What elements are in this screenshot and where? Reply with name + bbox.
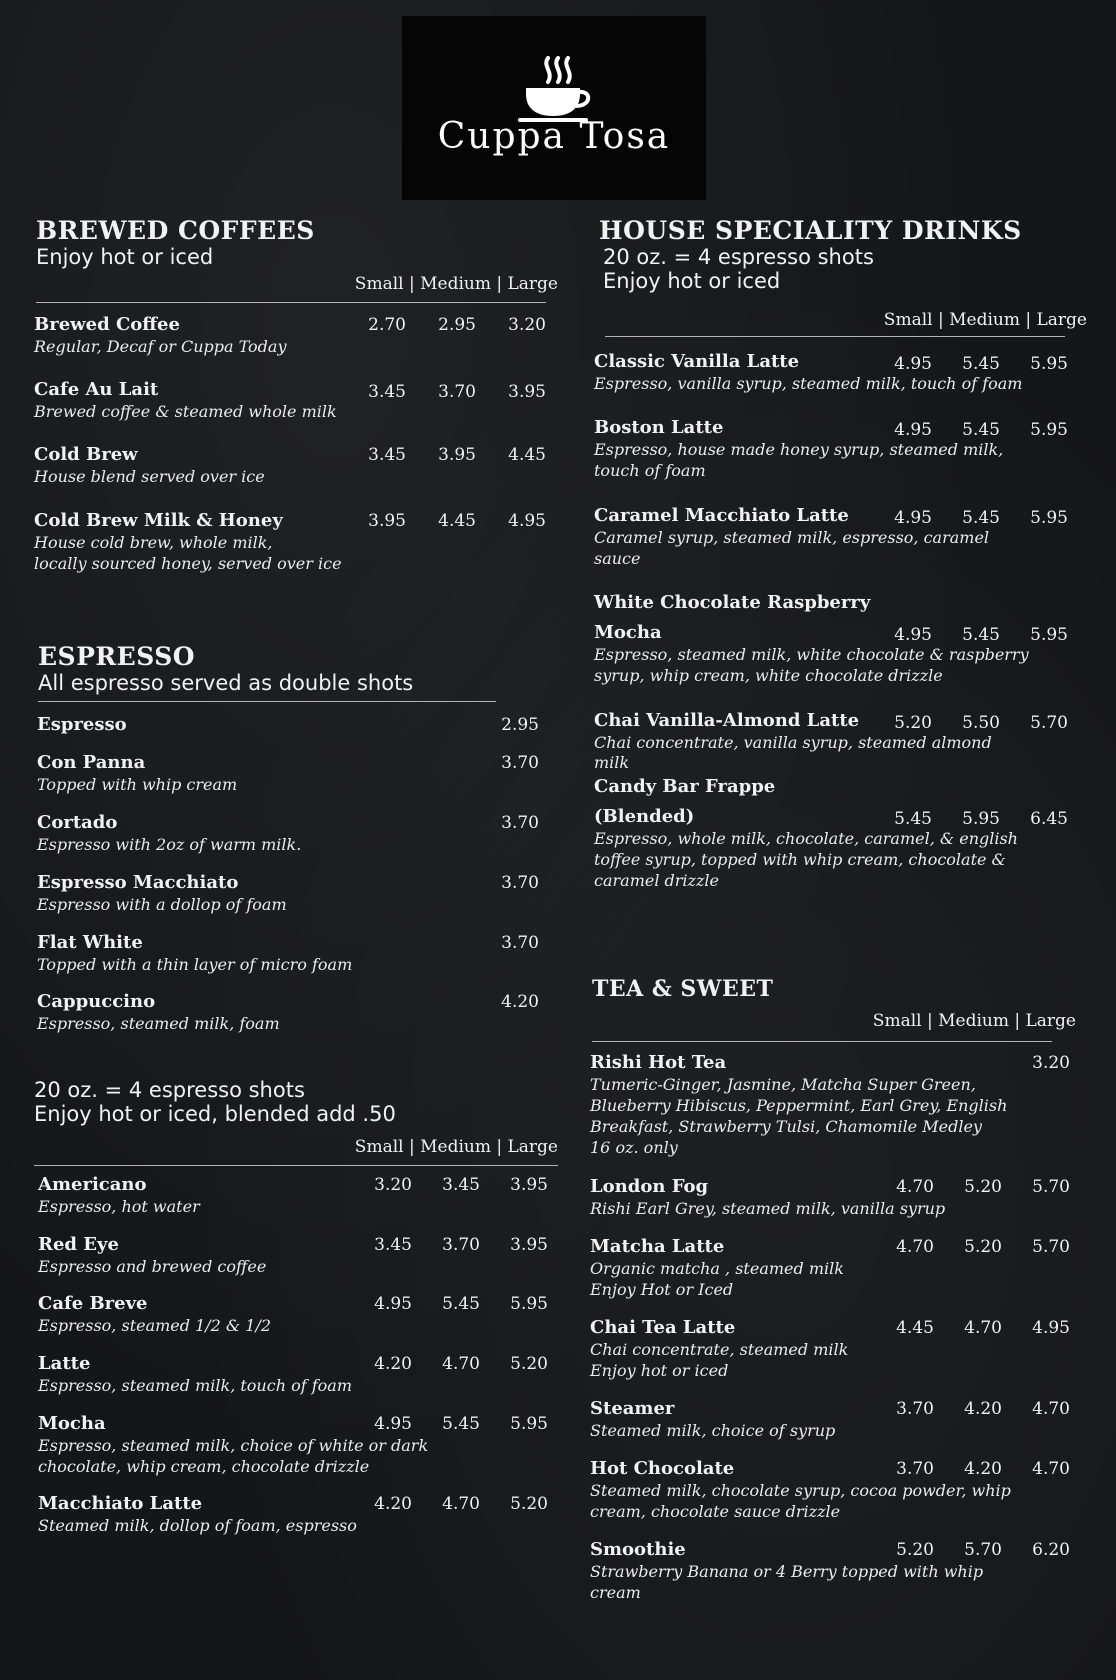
item-name: Espresso Macchiato xyxy=(37,872,239,893)
item-desc: Topped with a thin layer of micro foam xyxy=(37,955,353,974)
item-desc-line4: 16 oz. only xyxy=(590,1138,678,1157)
price-small: 4.45 xyxy=(896,1318,934,1338)
price-small: 5.20 xyxy=(896,1540,934,1560)
price-large: 5.20 xyxy=(510,1354,548,1374)
item-price xyxy=(501,812,539,834)
item-desc-line2: toffee syrup, topped with whip cream, chocolate & xyxy=(594,850,1006,869)
price-single: 3.70 xyxy=(501,873,539,893)
espresso-section xyxy=(38,642,498,702)
price-medium: 3.70 xyxy=(438,382,476,402)
item-name: Brewed Coffee xyxy=(34,314,180,335)
item-prices xyxy=(868,712,1068,734)
menu-item xyxy=(590,1052,1070,1176)
item-prices xyxy=(868,624,1068,646)
price-large: 3.95 xyxy=(510,1175,548,1195)
house-list xyxy=(594,351,1068,891)
menu-item xyxy=(34,510,546,574)
price-single: 3.70 xyxy=(501,933,539,953)
menu-item xyxy=(594,776,1068,891)
house-section xyxy=(599,216,1089,337)
brand-name: Cuppa Tosa xyxy=(437,116,671,157)
menu-item xyxy=(38,1413,548,1493)
item-desc: Espresso, steamed milk, choice of white or dark xyxy=(38,1436,429,1455)
price-medium: 5.45 xyxy=(962,354,1000,374)
menu-item xyxy=(38,1293,548,1353)
item-desc: Espresso and brewed coffee xyxy=(38,1257,267,1276)
price-medium: 4.70 xyxy=(964,1318,1002,1338)
item-desc-line2: sauce xyxy=(594,549,641,568)
price-large: 5.95 xyxy=(510,1414,548,1434)
price-small: 5.20 xyxy=(894,713,932,733)
price-small: 5.45 xyxy=(894,809,932,829)
price-large: 3.95 xyxy=(508,382,546,402)
item-name: Latte xyxy=(38,1353,91,1374)
item-desc: Espresso, steamed milk, white chocolate & raspberry xyxy=(594,645,1029,664)
menu-item xyxy=(590,1458,1070,1539)
item-name: Hot Chocolate xyxy=(590,1458,735,1479)
price-large: 4.45 xyxy=(508,445,546,465)
item-prices xyxy=(344,1353,548,1375)
menu-item xyxy=(34,379,546,444)
price-medium: 5.70 xyxy=(964,1540,1002,1560)
price-large: 5.95 xyxy=(1030,420,1068,440)
price-large: 5.95 xyxy=(1030,508,1068,528)
item-name: Classic Vanilla Latte xyxy=(594,351,800,372)
item-name: Con Panna xyxy=(37,752,146,773)
item-name: Flat White xyxy=(37,932,143,953)
price-large: 4.70 xyxy=(1032,1459,1070,1479)
price-single: 3.70 xyxy=(501,753,539,773)
item-name: White Chocolate Raspberry xyxy=(594,592,871,613)
item-desc-line2: Enjoy Hot or Iced xyxy=(590,1280,734,1299)
item-desc-line2: syrup, whip cream, white chocolate drizzle xyxy=(594,666,943,685)
item-name: Smoothie xyxy=(590,1539,686,1560)
espresso-drinks-size-header: Small | Medium | Large xyxy=(354,1137,558,1157)
item-name-line2: (Blended) xyxy=(594,806,695,827)
price-large: 5.70 xyxy=(1032,1237,1070,1257)
item-name: Espresso xyxy=(37,714,127,735)
house-divider xyxy=(605,336,1065,337)
item-desc: Espresso, hot water xyxy=(38,1197,200,1216)
item-prices xyxy=(868,808,1068,830)
price-medium: 5.50 xyxy=(962,713,1000,733)
item-desc-line3: caramel drizzle xyxy=(594,871,719,890)
item-desc-line2: cream xyxy=(590,1583,641,1602)
item-price xyxy=(501,991,539,1013)
item-desc: Espresso, vanilla syrup, steamed milk, touch of foam xyxy=(594,374,1023,393)
price-small: 4.95 xyxy=(894,354,932,374)
menu-item xyxy=(594,505,1068,592)
price-medium: 5.20 xyxy=(964,1237,1002,1257)
tea-title: TEA & SWEET xyxy=(592,976,774,1002)
item-name: Cold Brew xyxy=(34,444,138,465)
price-large: 5.95 xyxy=(1030,354,1068,374)
menu-item xyxy=(38,1174,548,1234)
menu-item xyxy=(590,1539,1070,1603)
price-small: 4.20 xyxy=(374,1354,412,1374)
menu-item xyxy=(37,714,539,752)
price-large: 4.95 xyxy=(508,511,546,531)
item-prices xyxy=(870,1458,1070,1480)
menu-item xyxy=(38,1353,548,1413)
item-prices xyxy=(868,507,1068,529)
item-prices xyxy=(870,1317,1070,1339)
price-large: 5.95 xyxy=(510,1294,548,1314)
price-large: 5.20 xyxy=(510,1494,548,1514)
price-small: 4.95 xyxy=(894,625,932,645)
menu-item xyxy=(34,444,546,510)
item-desc: Espresso, steamed milk, foam xyxy=(37,1014,280,1033)
brewed-size-header: Small | Medium | Large xyxy=(354,274,558,294)
item-name: Matcha Latte xyxy=(590,1236,725,1257)
item-name: Cold Brew Milk & Honey xyxy=(34,510,283,531)
item-prices xyxy=(868,419,1068,441)
item-name: Cappuccino xyxy=(37,991,156,1012)
item-desc: Caramel syrup, steamed milk, espresso, caramel xyxy=(594,528,990,547)
espresso-drinks-divider xyxy=(34,1165,558,1166)
price-single: 3.20 xyxy=(1032,1053,1070,1073)
item-prices xyxy=(336,381,546,403)
price-medium: 5.20 xyxy=(964,1177,1002,1197)
price-medium: 4.70 xyxy=(442,1494,480,1514)
menu-item xyxy=(594,592,1068,710)
item-name: Cafe Au Lait xyxy=(34,379,159,400)
brewed-divider xyxy=(36,302,546,303)
menu-item xyxy=(34,314,546,379)
price-small: 4.70 xyxy=(896,1177,934,1197)
item-desc: Espresso with a dollop of foam xyxy=(37,895,287,914)
menu-item xyxy=(594,710,1068,776)
brewed-list xyxy=(34,314,546,574)
item-desc-line2: Enjoy hot or iced xyxy=(590,1361,729,1380)
item-desc: Organic matcha , steamed milk xyxy=(590,1259,844,1278)
item-price xyxy=(1006,1052,1070,1074)
price-medium: 5.45 xyxy=(442,1414,480,1434)
price-single: 3.70 xyxy=(501,813,539,833)
item-prices xyxy=(336,444,546,466)
price-small: 4.95 xyxy=(894,420,932,440)
house-title: HOUSE SPECIALITY DRINKS xyxy=(599,216,1022,245)
item-desc: Espresso, house made honey syrup, steamed milk, xyxy=(594,440,1004,459)
price-small: 4.70 xyxy=(896,1237,934,1257)
menu-item xyxy=(590,1236,1070,1317)
espresso-divider xyxy=(38,701,496,702)
item-desc: Espresso with 2oz of warm milk. xyxy=(37,835,302,854)
price-small: 3.20 xyxy=(374,1175,412,1195)
menu-item xyxy=(37,752,539,812)
brewed-subtitle: Enjoy hot or iced xyxy=(36,245,214,269)
item-prices xyxy=(870,1176,1070,1198)
item-desc-line2: milk xyxy=(594,753,630,772)
house-subtitle-2: Enjoy hot or iced xyxy=(603,269,781,293)
item-prices xyxy=(870,1398,1070,1420)
menu-item xyxy=(594,417,1068,505)
item-name: Macchiato Latte xyxy=(38,1493,203,1514)
price-small: 4.95 xyxy=(894,508,932,528)
espresso-title: ESPRESSO xyxy=(38,642,196,671)
item-desc: Chai concentrate, steamed milk xyxy=(590,1340,849,1359)
item-name: Rishi Hot Tea xyxy=(590,1052,727,1073)
item-desc: Brewed coffee & steamed whole milk xyxy=(34,402,337,421)
item-name: Caramel Macchiato Latte xyxy=(594,505,849,526)
price-small: 3.95 xyxy=(368,511,406,531)
menu-item xyxy=(590,1176,1070,1236)
item-desc: Steamed milk, chocolate syrup, cocoa powder, whip xyxy=(590,1481,1011,1500)
price-large: 5.70 xyxy=(1030,713,1068,733)
item-name: Red Eye xyxy=(38,1234,119,1255)
price-medium: 5.45 xyxy=(962,420,1000,440)
item-prices xyxy=(870,1539,1070,1561)
item-desc-line2: touch of foam xyxy=(594,461,706,480)
item-prices xyxy=(344,1493,548,1515)
tea-size-header: Small | Medium | Large xyxy=(872,1011,1076,1031)
brewed-section xyxy=(36,216,558,303)
item-desc-line2: Blueberry Hibiscus, Peppermint, Earl Grey, English xyxy=(590,1096,1008,1115)
price-medium: 5.45 xyxy=(962,625,1000,645)
item-name: Cafe Breve xyxy=(38,1293,148,1314)
price-large: 3.20 xyxy=(508,315,546,335)
item-desc: Regular, Decaf or Cuppa Today xyxy=(34,337,287,356)
item-name: London Fog xyxy=(590,1176,709,1197)
item-price xyxy=(501,872,539,894)
house-size-header: Small | Medium | Large xyxy=(883,310,1087,330)
price-small: 3.45 xyxy=(368,445,406,465)
item-name: Steamer xyxy=(590,1398,675,1419)
menu-item xyxy=(38,1493,548,1536)
price-medium: 4.20 xyxy=(964,1459,1002,1479)
price-large: 4.70 xyxy=(1032,1399,1070,1419)
menu-item xyxy=(594,351,1068,417)
tea-divider xyxy=(592,1041,1052,1042)
item-desc-line2: chocolate, whip cream, chocolate drizzle xyxy=(38,1457,370,1476)
item-desc: Tumeric-Ginger, Jasmine, Matcha Super Green, xyxy=(590,1075,976,1094)
price-small: 3.70 xyxy=(896,1459,934,1479)
espresso-subtitle: All espresso served as double shots xyxy=(38,671,414,695)
item-name: Chai Tea Latte xyxy=(590,1317,736,1338)
item-price xyxy=(501,752,539,774)
espresso-drinks-section xyxy=(34,1078,560,1166)
price-large: 6.20 xyxy=(1032,1540,1070,1560)
brewed-title: BREWED COFFEES xyxy=(36,216,315,245)
item-desc: Espresso, whole milk, chocolate, caramel, & english xyxy=(594,829,1018,848)
item-name: Candy Bar Frappe xyxy=(594,776,776,797)
espresso-list xyxy=(37,714,539,1034)
price-medium: 4.20 xyxy=(964,1399,1002,1419)
price-medium: 4.70 xyxy=(442,1354,480,1374)
item-desc: Rishi Earl Grey, steamed milk, vanilla syrup xyxy=(590,1199,946,1218)
item-desc: House cold brew, whole milk, xyxy=(34,533,273,552)
price-medium: 2.95 xyxy=(438,315,476,335)
item-price xyxy=(501,714,539,736)
price-single: 4.20 xyxy=(501,992,539,1012)
item-prices xyxy=(344,1174,548,1196)
price-medium: 3.70 xyxy=(442,1235,480,1255)
menu-item xyxy=(37,812,539,872)
price-large: 6.45 xyxy=(1030,809,1068,829)
item-name: Americano xyxy=(38,1174,147,1195)
price-medium: 5.45 xyxy=(442,1294,480,1314)
item-desc: House blend served over ice xyxy=(34,467,265,486)
price-large: 5.95 xyxy=(1030,625,1068,645)
price-small: 3.45 xyxy=(374,1235,412,1255)
price-small: 3.70 xyxy=(896,1399,934,1419)
item-desc: Espresso, steamed 1/2 & 1/2 xyxy=(38,1316,272,1335)
item-prices xyxy=(344,1234,548,1256)
item-desc-line2: cream, chocolate sauce drizzle xyxy=(590,1502,841,1521)
item-prices xyxy=(344,1293,548,1315)
house-subtitle-1: 20 oz. = 4 espresso shots xyxy=(603,245,874,269)
item-prices xyxy=(336,314,546,336)
item-desc: Steamed milk, choice of syrup xyxy=(590,1421,836,1440)
price-small: 2.70 xyxy=(368,315,406,335)
item-name: Boston Latte xyxy=(594,417,724,438)
menu-item xyxy=(590,1398,1070,1458)
menu-item xyxy=(38,1234,548,1293)
menu-item xyxy=(37,932,539,991)
item-name: Mocha xyxy=(38,1413,106,1434)
price-small: 4.95 xyxy=(374,1414,412,1434)
price-large: 3.95 xyxy=(510,1235,548,1255)
price-medium: 5.45 xyxy=(962,508,1000,528)
item-price xyxy=(501,932,539,954)
tea-list xyxy=(590,1052,1070,1603)
price-single: 2.95 xyxy=(501,715,539,735)
espresso-drinks-list xyxy=(38,1174,548,1536)
item-name-line2: Mocha xyxy=(594,622,662,643)
price-medium: 3.45 xyxy=(442,1175,480,1195)
item-name: Cortado xyxy=(37,812,118,833)
coffee-cup-icon xyxy=(512,54,596,124)
price-small: 4.20 xyxy=(374,1494,412,1514)
menu-item xyxy=(590,1317,1070,1398)
item-prices xyxy=(336,510,546,532)
item-desc: Espresso, steamed milk, touch of foam xyxy=(38,1376,352,1395)
logo xyxy=(402,16,706,200)
item-desc-line3: Breakfast, Strawberry Tulsi, Chamomile Medley xyxy=(590,1117,982,1136)
espresso-drinks-subtitle-1: 20 oz. = 4 espresso shots xyxy=(34,1078,305,1102)
item-desc: Strawberry Banana or 4 Berry topped with whip xyxy=(590,1562,984,1581)
item-prices xyxy=(870,1236,1070,1258)
price-medium: 5.95 xyxy=(962,809,1000,829)
item-prices xyxy=(344,1413,548,1435)
price-small: 4.95 xyxy=(374,1294,412,1314)
item-desc: Topped with whip cream xyxy=(37,775,238,794)
espresso-drinks-subtitle-2: Enjoy hot or iced, blended add .50 xyxy=(34,1102,396,1126)
price-medium: 3.95 xyxy=(438,445,476,465)
menu-item xyxy=(37,991,539,1034)
price-medium: 4.45 xyxy=(438,511,476,531)
item-desc-line2: locally sourced honey, served over ice xyxy=(34,554,342,573)
item-name: Chai Vanilla-Almond Latte xyxy=(594,710,860,731)
tea-section xyxy=(592,975,1078,1042)
menu-item xyxy=(37,872,539,932)
item-desc: Chai concentrate, vanilla syrup, steamed almond xyxy=(594,733,992,752)
price-large: 5.70 xyxy=(1032,1177,1070,1197)
price-large: 4.95 xyxy=(1032,1318,1070,1338)
price-small: 3.45 xyxy=(368,382,406,402)
item-desc: Steamed milk, dollop of foam, espresso xyxy=(38,1516,357,1535)
item-prices xyxy=(868,353,1068,375)
